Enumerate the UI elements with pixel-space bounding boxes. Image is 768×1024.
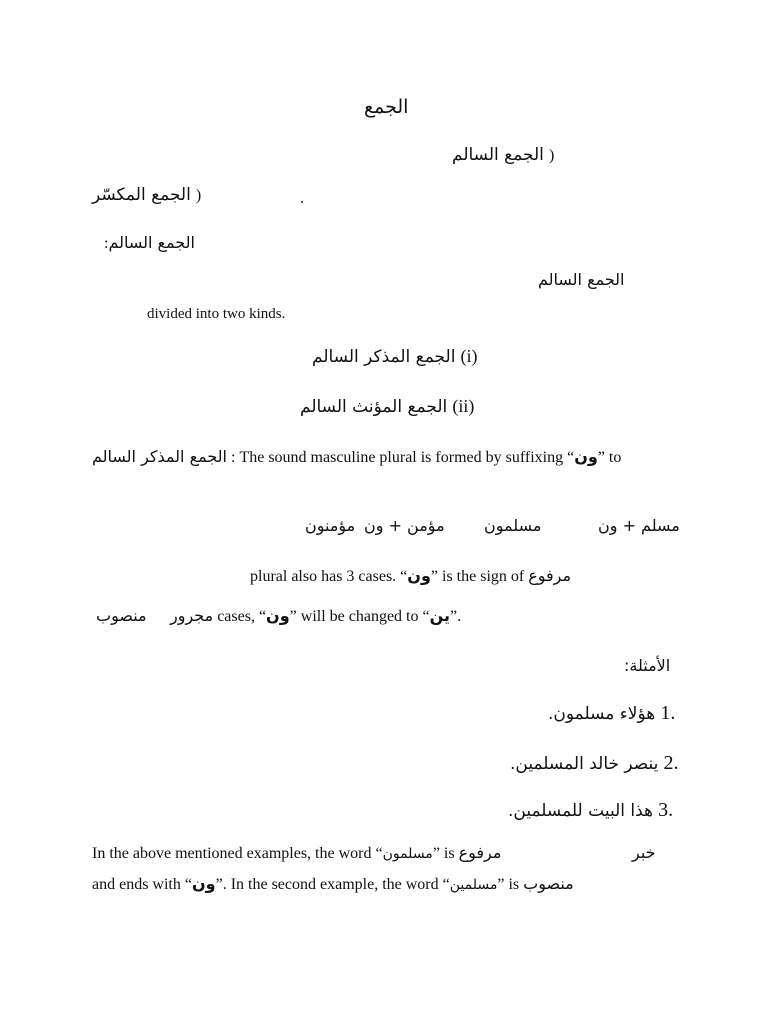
formation-1: مسلم + ون (598, 516, 680, 535)
colon: : (104, 235, 109, 252)
text: and ends with “ (92, 876, 192, 893)
text: : The sound masculine plural is formed by suffixing “ (227, 449, 575, 466)
suffix: ون (266, 606, 290, 625)
arabic-word: مسلمون (382, 846, 433, 862)
text: In the above mentioned examples, the word “ (92, 845, 383, 862)
text: plural also has 3 cases. “ (250, 568, 408, 585)
arabic-mansub: منصوب (96, 606, 147, 625)
divided-text: divided into two kinds. (147, 306, 286, 322)
arabic-term-line-4: الجمع السالم (538, 270, 625, 289)
arabic-term: مرفوع (528, 566, 572, 585)
suffix: ون (407, 566, 431, 585)
example-1 (548, 701, 675, 725)
line-1 (452, 145, 554, 165)
suffix: ون (574, 447, 598, 466)
explanation-line-2 (92, 874, 574, 894)
example-2 (510, 751, 679, 775)
text: ” is (497, 876, 524, 893)
paren: ) (549, 147, 555, 164)
text: ”. In the second example, the word “ (215, 876, 450, 893)
text: ” is (432, 845, 459, 862)
kind-number: (i) (460, 346, 478, 366)
period: . (300, 190, 304, 207)
examples-label: الأمثلة: (624, 656, 671, 675)
arabic-term: الجمع المكسّر (92, 185, 191, 205)
arabic-majrur: مجرور (170, 606, 214, 625)
example-3 (508, 798, 673, 822)
example-text: ينصر خالد المسلمين. (510, 754, 659, 774)
explanation-line-1 (92, 843, 501, 863)
formation-4: مؤمنون (305, 516, 356, 535)
line-2 (92, 185, 201, 205)
arabic-term: منصوب (523, 874, 574, 893)
arabic-term: الجمع السالم (452, 145, 544, 165)
text: ” to (597, 449, 622, 466)
example-number: 3. (658, 799, 674, 821)
arabic-term: الجمع المذكر السالم (92, 447, 227, 466)
page-heading: الجمع (364, 96, 409, 118)
kind-1 (312, 346, 478, 368)
formation-3: مؤمن + ون (364, 516, 445, 535)
subheading-text: الجمع السالم (108, 233, 195, 252)
arabic-term: مرفوع (458, 843, 502, 862)
example-number: 2. (663, 752, 679, 774)
text: ”. (450, 608, 462, 625)
kind-2 (300, 396, 474, 418)
text: cases, “ (213, 608, 267, 625)
masculine-plural-line (92, 447, 621, 467)
paren: ) (195, 187, 202, 204)
kind-arabic: الجمع المؤنث السالم (300, 397, 448, 417)
text: ” is the sign of (430, 568, 529, 585)
changed-line (170, 606, 461, 626)
subheading (104, 233, 195, 253)
example-number: 1. (660, 702, 676, 724)
text: ” will be changed to “ (289, 608, 430, 625)
suffix: ون (191, 874, 216, 893)
formation-2: مسلمون (484, 516, 542, 535)
kind-number: (ii) (452, 396, 475, 416)
kind-arabic: الجمع المذكر السالم (312, 347, 456, 367)
suffix: ين (429, 606, 451, 625)
arabic-word: مسلمين (449, 877, 498, 893)
example-text: هذا البيت للمسلمين. (508, 801, 654, 821)
example-text: هؤلاء مسلمون. (548, 704, 656, 724)
cases-line (250, 566, 571, 586)
arabic-khabar: خبر (632, 843, 656, 862)
